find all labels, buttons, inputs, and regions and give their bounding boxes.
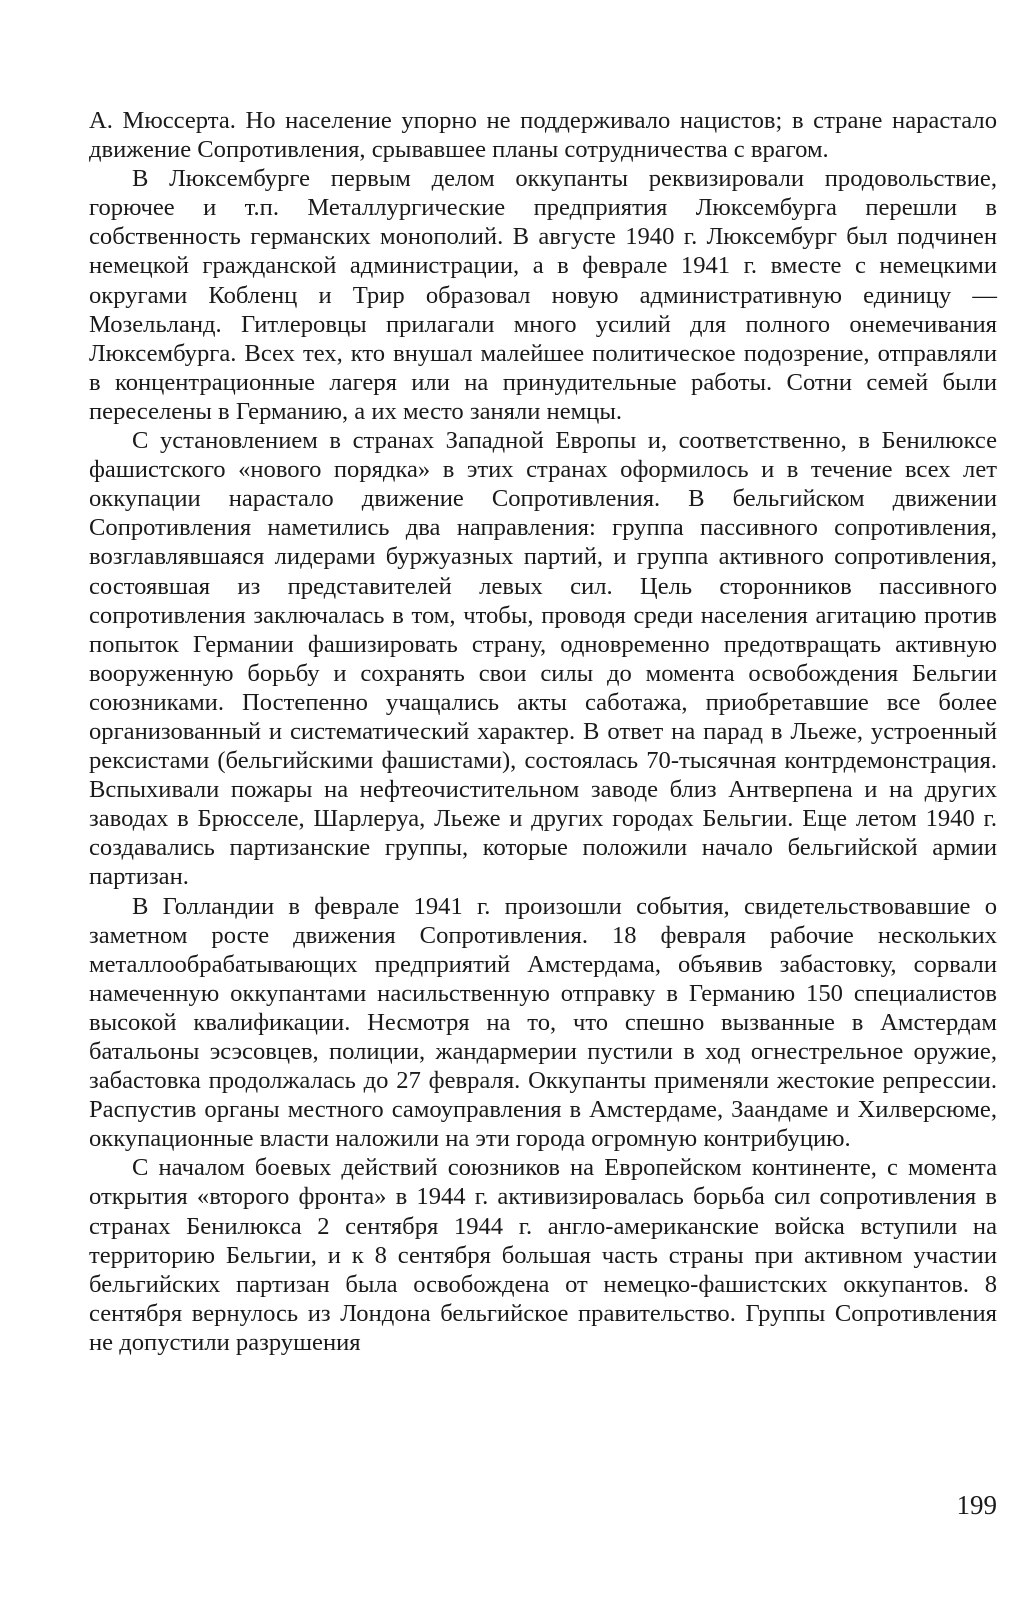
paragraph-5: С началом боевых действий союзников на Европейском континенте, с момента открытия «второго фронта» в 1944 г. активизировалась борьба сил сопротивления в странах Бенилюкса 2 сентября 1944 г. англо-американские войска вступили на территорию Бельгии, и к 8 сентября большая часть страны при активном участии бельгийских партизан была освобождена от немецко-фашистских оккупантов. 8 сентября вернулось из Лондона бельгийское правительство. Группы Сопротивления не допустили разрушения	[89, 1154, 997, 1356]
paragraph-2: В Люксембурге первым делом оккупанты реквизировали продовольствие, горючее и т.п. Металлургические предприятия Люксембурга перешли в собственность германских монополий. В августе 1940 г. Люксембург был подчинен немецкой гражданской администрации, а в феврале 1941 г. вместе с немецкими округами Кобленц и Трир образовал новую административную единицу — Мозельланд. Гитлеровцы прилагали много усилий для полного онемечивания Люксембурга. Всех тех, кто внушал малейшее политическое подозрение, отправляли в концентрационные лагеря или на принудительные работы. Сотни семей были переселены в Германию, а их место заняли немцы.	[89, 165, 997, 425]
paragraph-4: В Голландии в феврале 1941 г. произошли события, свидетельствовавшие о заметном росте движения Сопротивления. 18 февраля рабочие нескольких металлообрабатывающих предприятий Амстердама, объявив забастовку, сорвали намеченную оккупантами насильственную отправку в Германию 150 специалистов высокой квалификации. Несмотря на то, что спешно вызванные в Амстердам батальоны эсэсовцев, полиции, жандармерии пустили в ход огнестрельное оружие, забастовка продолжалась до 27 февраля. Оккупанты применяли жестокие репрессии. Распустив органы местного самоуправления в Амстердаме, Заандаме и Хилверсюме, оккупационные власти наложили на эти города огромную контрибуцию.	[89, 892, 997, 1153]
paragraph-3: С установлением в странах Западной Европы и, соответственно, в Бенилюксе фашистского «нового порядка» в этих странах оформилось и в течение всех лет оккупации нарастало движение Сопротивления. В бельгийском движении Сопротивления наметились два направления: группа пассивного сопротивления, возглавлявшаяся лидерами буржуазных партий, и группа активного сопротивления, состоявшая из представителей левых сил. Цель сторонников пассивного сопротивления заключалась в том, чтобы, проводя среди населения агитацию против попыток Германии фашизировать страну, одновременно предотвращать активную вооруженную борьбу и сохранять свои силы до момента освобождения Бельгии союзниками. Постепенно учащались акты саботажа, приобретавшие все более организованный и систематический характер. В ответ на парад в Льеже, устроенный рексистами (бельгийскими фашистами), состоялась 70-тысячная контрдемонстрация. Вспыхивали пожары на нефтеочистительном заводе близ Антверпена и на других заводах в Брюсселе, Шарлеруа, Льеже и других городах Бельгии. Еще летом 1940 г. создавались партизанские группы, которые положили начало бельгийской армии партизан.	[89, 427, 997, 891]
page-number: 199	[956, 1490, 997, 1520]
paragraph-1: А. Мюссерта. Но население упорно не поддерживало нацистов; в стране нарастало движение Сопротивления, срывавшее планы сотрудничества с врагом.	[89, 107, 997, 164]
page-body	[89, 106, 997, 1357]
